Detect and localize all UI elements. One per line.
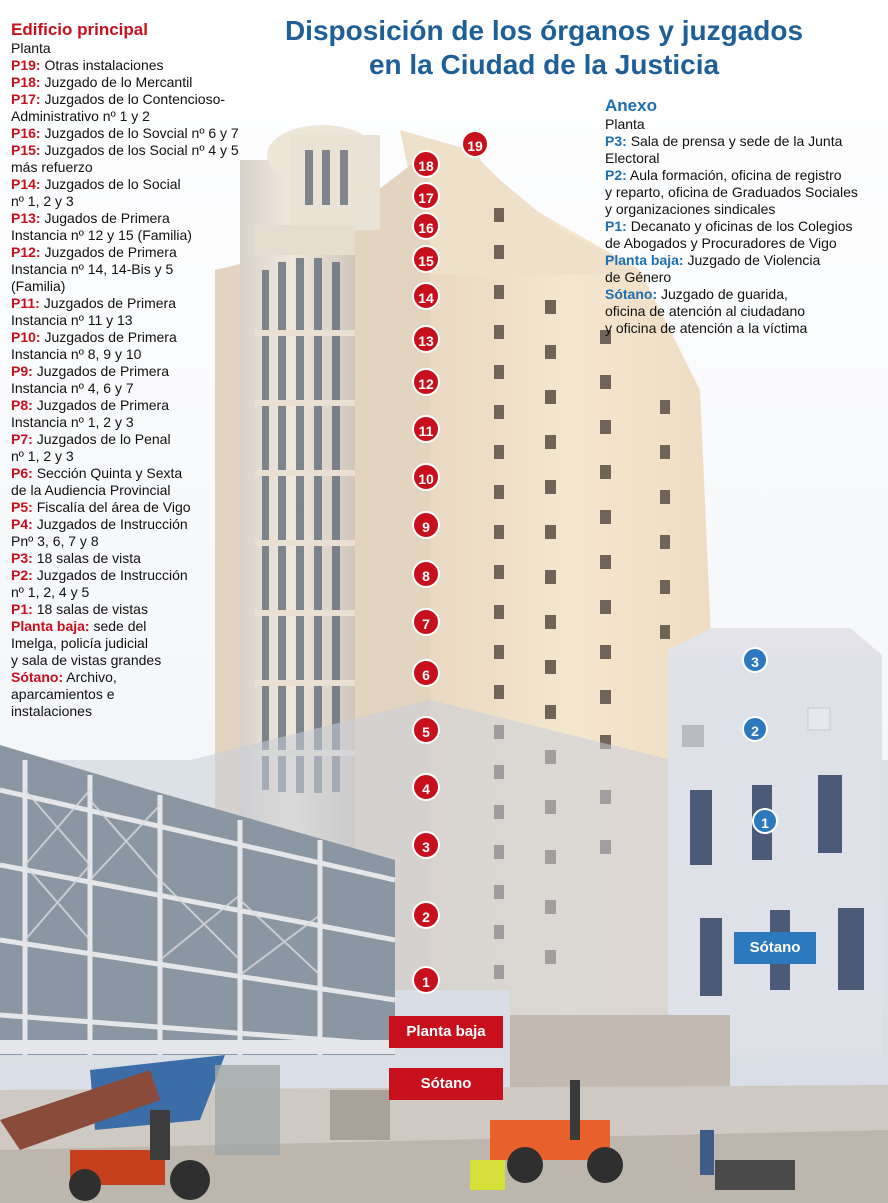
main-floor-marker: 5: [412, 716, 440, 744]
annex-heading: Anexo: [605, 96, 657, 115]
main-floor-text: Instancia nº 14, 14-Bis y 5: [11, 261, 174, 277]
main-floor-code: P3:: [11, 550, 33, 566]
main-floor-code: P12:: [11, 244, 41, 260]
main-floor-line: [11, 363, 311, 380]
main-floor-line: [11, 227, 311, 244]
main-floor-text: Instancia nº 8, 9 y 10: [11, 346, 142, 362]
annex-floor-text: Electoral: [605, 150, 660, 166]
main-floor-line: [11, 193, 311, 210]
main-floor-line: [11, 125, 311, 142]
main-floor-line: [11, 244, 311, 261]
annex-floor-code: P2:: [605, 167, 627, 183]
main-floor-marker: 9: [412, 511, 440, 539]
main-floor-text: nº 1, 2 y 3: [11, 448, 74, 464]
main-floor-code: P2:: [11, 567, 33, 583]
main-floor-text: Juzgados de lo Sovcial nº 6 y 7: [44, 125, 239, 141]
main-floor-marker: 18: [412, 150, 440, 178]
main-floor-code: P5:: [11, 499, 33, 515]
annex-floor-text: Sala de prensa y sede de la Junta: [630, 133, 843, 149]
main-floor-code: P4:: [11, 516, 33, 532]
main-floor-line: [11, 601, 311, 618]
annex-floor-marker: 1: [752, 808, 778, 834]
annex-floor-list: [605, 133, 887, 337]
main-floor-text: Jugados de Primera: [44, 210, 170, 226]
annex-floor-line: [605, 184, 887, 201]
main-floor-line: [11, 499, 311, 516]
main-floor-code: P11:: [11, 295, 40, 311]
main-floor-text: Administrativo nº 1 y 2: [11, 108, 150, 124]
main-floor-line: [11, 652, 311, 669]
main-floor-line: [11, 278, 311, 295]
main-floor-line: [11, 380, 311, 397]
annex-floor-code: P3:: [605, 133, 627, 149]
main-floor-marker: 8: [412, 560, 440, 588]
main-floor-text: Juzgados de Primera: [36, 363, 169, 379]
annex-subheading: Planta: [605, 116, 645, 132]
main-floor-line: [11, 210, 311, 227]
main-floor-code: P7:: [11, 431, 33, 447]
main-floor-text: Juzgados de lo Penal: [36, 431, 171, 447]
main-floor-line: [11, 329, 311, 346]
annex-floor-line: [605, 252, 887, 269]
main-floor-line: [11, 465, 311, 482]
main-floor-code: P19:: [11, 57, 41, 73]
main-floor-code: P10:: [11, 329, 41, 345]
main-building-heading: Edificio principal: [11, 20, 148, 39]
main-floor-marker: 6: [412, 659, 440, 687]
main-building-subheading: Planta: [11, 40, 51, 56]
main-floor-line: [11, 584, 311, 601]
main-floor-marker: 13: [412, 325, 440, 353]
annex-floor-text: Decanato y oficinas de los Colegios: [630, 218, 853, 234]
main-floor-line: [11, 533, 311, 550]
annex-floor-line: [605, 235, 887, 252]
main-floor-line: [11, 74, 311, 91]
annex-floor-line: [605, 286, 887, 303]
main-floor-marker: 4: [412, 773, 440, 801]
main-floor-marker: 15: [412, 245, 440, 273]
main-floor-text: Instancia nº 4, 6 y 7: [11, 380, 134, 396]
annex-floor-text: y oficina de atención a la víctima: [605, 320, 808, 336]
main-floor-code: P13:: [11, 210, 41, 226]
main-floor-line: [11, 57, 311, 74]
main-floor-line: [11, 618, 311, 635]
main-floor-marker: 19: [461, 130, 489, 158]
main-floor-marker: 2: [412, 901, 440, 929]
annex-floor-line: [605, 303, 887, 320]
main-floor-line: [11, 635, 311, 652]
annex-floor-line: [605, 269, 887, 286]
main-floor-marker: 16: [412, 212, 440, 240]
main-floor-text: 18 salas de vistas: [36, 601, 148, 617]
main-floor-code: P9:: [11, 363, 33, 379]
main-floor-text: nº 1, 2 y 3: [11, 193, 74, 209]
main-floor-list: [11, 57, 311, 720]
annex-floor-text: Aula formación, oficina de registro: [629, 167, 842, 183]
main-floor-text: Sección Quinta y Sexta: [36, 465, 183, 481]
main-floor-text: 18 salas de vista: [36, 550, 141, 566]
main-floor-text: Juzgados de lo Contencioso-: [44, 91, 226, 107]
annex-floor-line: [605, 133, 887, 150]
page-title: [268, 14, 820, 82]
main-floor-text: Juzgados de Primera: [36, 397, 169, 413]
main-floor-line: [11, 346, 311, 363]
main-floor-line: [11, 567, 311, 584]
main-floor-code: Sótano:: [11, 669, 64, 685]
main-floor-line: [11, 550, 311, 567]
annex-floor-line: [605, 218, 887, 235]
main-floor-line: [11, 295, 311, 312]
main-floor-text: nº 1, 2, 4 y 5: [11, 584, 90, 600]
main-floor-text: aparcamientos e: [11, 686, 115, 702]
main-floor-code: Planta baja:: [11, 618, 90, 634]
main-floor-text: más refuerzo: [11, 159, 93, 175]
main-floor-line: [11, 261, 311, 278]
annex-floor-text: Juzgado de guarida,: [661, 286, 788, 302]
main-floor-line: [11, 516, 311, 533]
main-floor-line: [11, 91, 311, 108]
main-floor-line: [11, 159, 311, 176]
main-floor-line: [11, 448, 311, 465]
main-floor-text: Juzgado de lo Mercantil: [44, 74, 193, 90]
main-floor-marker: 1: [412, 966, 440, 994]
main-floor-text: Instancia nº 1, 2 y 3: [11, 414, 134, 430]
main-floor-text: y sala de vistas grandes: [11, 652, 162, 668]
main-floor-text: Pnº 3, 6, 7 y 8: [11, 533, 99, 549]
main-floor-code: P17:: [11, 91, 41, 107]
main-floor-line: [11, 176, 311, 193]
main-floor-marker: 17: [412, 182, 440, 210]
main-floor-code: P8:: [11, 397, 33, 413]
main-floor-line: [11, 669, 311, 686]
main-floor-line: [11, 312, 311, 329]
main-floor-line: [11, 142, 311, 159]
main-floor-text: Otras instalaciones: [44, 57, 164, 73]
annex-legend: [605, 96, 887, 337]
main-floor-line: [11, 414, 311, 431]
main-floor-marker: 14: [412, 282, 440, 310]
main-building-legend: [11, 20, 311, 720]
ground-floor-tag: Planta baja: [389, 1016, 503, 1048]
main-floor-line: [11, 397, 311, 414]
annex-floor-line: [605, 167, 887, 184]
main-floor-code: P15:: [11, 142, 41, 158]
title-line-1: Disposición de los órganos y juzgados: [284, 15, 804, 46]
main-floor-line: [11, 686, 311, 703]
annex-floor-marker: 3: [742, 647, 768, 673]
main-floor-line: [11, 703, 311, 720]
main-floor-text: Juzgados de Primera: [43, 295, 176, 311]
main-floor-marker: 7: [412, 608, 440, 636]
main-floor-code: P16:: [11, 125, 41, 141]
annex-floor-text: oficina de atención al ciudadano: [605, 303, 806, 319]
main-floor-marker: 12: [412, 368, 440, 396]
main-floor-line: [11, 482, 311, 499]
annex-floor-code: Planta baja:: [605, 252, 684, 268]
main-floor-code: P1:: [11, 601, 33, 617]
annex-floor-text: de Abogados y Procuradores de Vigo: [605, 235, 837, 251]
main-floor-text: Juzgados de los Social nº 4 y 5: [44, 142, 239, 158]
main-floor-code: P6:: [11, 465, 33, 481]
main-basement-tag: Sótano: [389, 1068, 503, 1100]
main-floor-text: Instancia nº 12 y 15 (Familia): [11, 227, 192, 243]
main-floor-text: sede del: [93, 618, 147, 634]
main-floor-text: Instancia nº 11 y 13: [11, 312, 133, 328]
main-floor-text: Archivo,: [66, 669, 117, 685]
main-floor-code: P18:: [11, 74, 41, 90]
annex-floor-line: [605, 150, 887, 167]
main-floor-text: Juzgados de Instrucción: [36, 516, 188, 532]
title-line-2: en la Ciudad de la Justicia: [368, 49, 720, 80]
main-floor-line: [11, 108, 311, 125]
main-floor-text: instalaciones: [11, 703, 92, 719]
annex-floor-code: P1:: [605, 218, 627, 234]
annex-floor-text: Juzgado de Violencia: [687, 252, 821, 268]
main-floor-code: P14:: [11, 176, 41, 192]
main-floor-text: Fiscalía del área de Vigo: [36, 499, 191, 515]
main-floor-marker: 3: [412, 831, 440, 859]
annex-floor-text: de Género: [605, 269, 672, 285]
main-floor-line: [11, 431, 311, 448]
main-floor-marker: 10: [412, 463, 440, 491]
main-floor-text: Juzgados de Primera: [44, 244, 177, 260]
main-floor-text: Imelga, policía judicial: [11, 635, 148, 651]
main-floor-marker: 11: [412, 415, 440, 443]
annex-floor-text: y reparto, oficina de Graduados Sociales: [605, 184, 858, 200]
annex-basement-tag: Sótano: [734, 932, 816, 964]
main-floor-text: Juzgados de lo Social: [44, 176, 181, 192]
annex-floor-code: Sótano:: [605, 286, 658, 302]
annex-floor-line: [605, 201, 887, 218]
main-floor-text: de la Audiencia Provincial: [11, 482, 171, 498]
annex-floor-line: [605, 320, 887, 337]
main-floor-text: (Familia): [11, 278, 66, 294]
annex-floor-text: y organizaciones sindicales: [605, 201, 776, 217]
annex-floor-marker: 2: [742, 716, 768, 742]
main-floor-text: Juzgados de Instrucción: [36, 567, 188, 583]
main-floor-text: Juzgados de Primera: [44, 329, 177, 345]
